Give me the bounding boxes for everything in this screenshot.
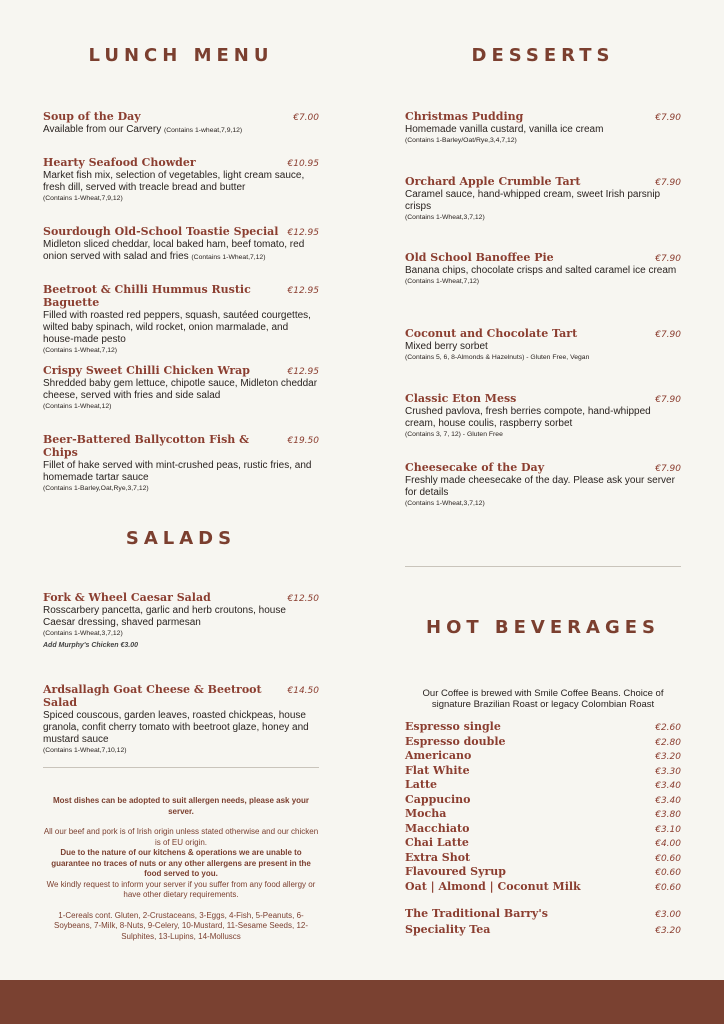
info-allergen-list: 1-Cereals cont. Gluten, 2-Crustaceans, 3-Eggs, 4-Fish, 5-Peanuts, 6-Soybeans, 7-Milk, 8-Nuts, 9-Celery, 10-Mustard, 11-Sesame Seeds, 12-Sulphites, 13-Lupins, 14-Molluscs xyxy=(53,910,309,941)
item-allergens: (Contains 1-Wheat,7,10,12) xyxy=(43,747,127,754)
menu-item xyxy=(43,225,319,263)
beverage-name: Espresso single xyxy=(405,720,501,733)
item-header xyxy=(43,364,319,377)
item-description-text: Available from our Carvery xyxy=(43,124,162,135)
item-description-text: Market fish mix, selection of vegetables, light cream sauce, fresh dill, served with treacle bread and butter xyxy=(43,170,305,193)
menu-item xyxy=(405,175,681,223)
info-adapt: Most dishes can be adopted to suit allergen needs, please ask your server. xyxy=(52,796,310,816)
item-header xyxy=(405,461,681,474)
menu-item xyxy=(405,392,681,440)
item-name: Soup of the Day xyxy=(43,110,141,123)
item-description xyxy=(43,460,319,484)
item-name: Crispy Sweet Chilli Chicken Wrap xyxy=(43,364,251,377)
beverage-item xyxy=(405,907,681,920)
beverage-price: €0.60 xyxy=(655,853,681,864)
item-header xyxy=(43,433,319,459)
desserts-title: DESSERTS xyxy=(471,45,615,66)
item-name: Hearty Seafood Chowder xyxy=(43,156,196,169)
divider-left xyxy=(43,767,319,768)
beverage-name: Flavoured Syrup xyxy=(405,865,506,878)
menu-item xyxy=(405,461,681,509)
item-name: Fork & Wheel Caesar Salad xyxy=(43,591,211,604)
item-description-text: Filled with roasted red peppers, squash, sautéed courgettes, wilted baby spinach, wild rocket, onion marmalade, and house-made pesto xyxy=(43,310,311,345)
item-description xyxy=(405,475,681,499)
item-header xyxy=(43,591,319,604)
item-price: €19.50 xyxy=(287,436,319,446)
item-allergens: (Contains 5, 6, 8-Almonds & Hazelnuts) - Gluten Free, Vegan xyxy=(405,354,590,361)
beverage-name: Macchiato xyxy=(405,821,470,835)
item-price: €12.95 xyxy=(287,286,319,296)
item-price: €7.90 xyxy=(655,113,681,123)
coffee-note: Our Coffee is brewed with Smile Coffee Beans. Choice of signature Brazilian Roast or legacy Colombian Roast xyxy=(422,688,664,710)
item-header xyxy=(405,392,681,405)
item-price: €7.90 xyxy=(655,464,681,474)
item-description-text: Crushed pavlova, fresh berries compote, hand-whipped cream, house coulis, raspberry sorbet xyxy=(405,406,651,429)
item-allergens: (Contains 1-Wheat,3,7,12) xyxy=(405,500,485,507)
beverage-price: €3.40 xyxy=(655,795,681,806)
beverage-item xyxy=(405,778,681,791)
item-price: €12.50 xyxy=(287,594,319,604)
beverage-name: The Traditional Barry's xyxy=(405,907,548,920)
item-description-text: Rosscarbery pancetta, garlic and herb croutons, house Caesar dressing, shaved parmesan xyxy=(43,605,286,628)
item-price: €7.90 xyxy=(655,254,681,264)
beverage-price: €2.80 xyxy=(655,737,681,748)
beverage-price: €3.30 xyxy=(655,766,681,777)
divider-right xyxy=(405,566,681,567)
item-description-text: Fillet of hake served with mint-crushed peas, rustic fries, and homemade tartar sauce xyxy=(43,460,312,483)
item-allergens: (Contains 1-Barley/Oat/Rye,3,4,7,12) xyxy=(405,137,517,144)
beverage-price: €3.10 xyxy=(655,824,681,835)
item-description-text: Midleton sliced cheddar, local baked ham, beef tomato, red onion served with salad and fries xyxy=(43,239,305,262)
beverage-name: Chai Latte xyxy=(405,836,469,849)
beverage-name: Oat | Almond | Coconut Milk xyxy=(405,879,581,893)
info-request: We kindly request to inform your server if you suffer from any food allergy or have other dietary requirements. xyxy=(46,879,316,899)
info-traces: Due to the nature of our kitchens & operations we are unable to guarantee no traces of nuts or any other allergens are present in the food served to you. xyxy=(51,848,311,878)
item-header xyxy=(405,327,681,340)
beverage-price: €3.40 xyxy=(655,781,681,791)
beverage-price: €2.60 xyxy=(655,723,681,733)
beverage-item xyxy=(405,720,681,733)
beverage-item xyxy=(405,807,681,820)
beverage-price: €3.20 xyxy=(655,752,681,762)
beverage-name: Espresso double xyxy=(405,734,506,748)
item-name: Cheesecake of the Day xyxy=(405,461,545,474)
item-description xyxy=(43,170,319,194)
item-description xyxy=(405,265,681,277)
item-allergens: (Contains 1-Wheat,7,9,12) xyxy=(43,195,123,202)
item-addon-note: Add Murphy's Chicken €3.00 xyxy=(43,642,139,649)
item-name: Beetroot & Chilli Hummus Rustic Baguette xyxy=(43,283,251,309)
item-description xyxy=(43,124,319,136)
item-name: Beer-Battered Ballycotton Fish & Chips xyxy=(43,433,250,459)
item-price: €12.95 xyxy=(287,367,319,377)
item-header xyxy=(43,683,319,709)
item-description xyxy=(43,239,319,263)
item-description xyxy=(405,341,681,353)
item-name: Classic Eton Mess xyxy=(405,392,517,405)
hot-beverages-title: HOT BEVERAGES xyxy=(426,617,660,638)
beverage-item xyxy=(405,764,681,777)
item-description xyxy=(405,406,681,430)
menu-item xyxy=(43,110,319,136)
beverage-price: €4.00 xyxy=(655,839,681,849)
beverage-item xyxy=(405,822,681,835)
beverage-item xyxy=(405,923,681,936)
item-allergens: (Contains 1-Wheat,7,12) xyxy=(43,347,118,354)
item-description-text: Banana chips, chocolate crisps and salted caramel ice cream xyxy=(405,265,677,276)
beverage-price: €3.00 xyxy=(655,910,681,920)
item-description-text: Spiced couscous, garden leaves, roasted chickpeas, house granola, confit cherry tomato with beetroot glaze, honey and mustard sauce xyxy=(43,710,309,745)
beverage-name: Speciality Tea xyxy=(405,922,491,936)
item-name: Old School Banoffee Pie xyxy=(405,251,554,264)
item-allergens: (Contains 1-Wheat,12) xyxy=(43,403,112,410)
item-description xyxy=(43,310,319,346)
beverage-item xyxy=(405,851,681,864)
info-origin: All our beef and pork is of Irish origin unless stated otherwise and our chicken is of EU origin. xyxy=(43,827,319,847)
beverage-name: Americano xyxy=(405,749,472,762)
item-price: €7.90 xyxy=(655,395,681,405)
item-header xyxy=(43,156,319,169)
item-allergens: (Contains 1-Wheat,3,7,12) xyxy=(43,630,123,637)
item-description xyxy=(405,124,681,136)
beverage-name: Extra Shot xyxy=(405,850,471,864)
item-price: €7.00 xyxy=(293,113,319,123)
footer-bar xyxy=(0,980,724,1024)
beverage-item xyxy=(405,749,681,762)
item-price: €12.95 xyxy=(287,228,319,238)
item-allergens: (Contains 1-Barley,Oat,Rye,3,7,12) xyxy=(43,485,149,492)
menu-item xyxy=(43,283,319,356)
item-header xyxy=(43,110,319,123)
item-description-text: Homemade vanilla custard, vanilla ice cream xyxy=(405,124,604,135)
item-description-text: Shredded baby gem lettuce, chipotle sauce, Midleton cheddar cheese, served with fries and side salad xyxy=(43,378,318,401)
item-name: Ardsallagh Goat Cheese & Beetroot Salad xyxy=(43,683,262,709)
item-name: Coconut and Chocolate Tart xyxy=(405,327,578,340)
beverage-item xyxy=(405,880,681,893)
beverage-item xyxy=(405,865,681,878)
item-description xyxy=(405,189,681,213)
beverage-name: Cappucino xyxy=(405,792,471,806)
menu-item xyxy=(405,251,681,287)
item-allergens: (Contains 1-Wheat,3,7,12) xyxy=(405,214,485,221)
item-allergens: (Contains 1-wheat,7,9,12) xyxy=(163,127,243,134)
menu-item xyxy=(43,156,319,204)
item-name: Christmas Pudding xyxy=(405,110,524,123)
beverage-name: Mocha xyxy=(405,807,447,820)
allergen-info xyxy=(43,796,319,942)
menu-item xyxy=(405,110,681,146)
item-allergens: (Contains 1-Wheat,7,12) xyxy=(191,254,266,261)
item-price: €10.95 xyxy=(287,159,319,169)
menu-item xyxy=(43,364,319,412)
item-description xyxy=(43,710,319,746)
item-price: €7.90 xyxy=(655,330,681,340)
item-description-text: Caramel sauce, hand-whipped cream, sweet Irish parsnip crisps xyxy=(405,189,661,212)
beverage-item xyxy=(405,793,681,806)
item-description xyxy=(43,378,319,402)
beverage-name: Flat White xyxy=(405,763,470,777)
item-allergens: (Contains 3, 7, 12) - Gluten Free xyxy=(405,431,503,438)
lunch-menu-title: LUNCH MENU xyxy=(88,45,274,66)
beverage-item xyxy=(405,735,681,748)
menu-item xyxy=(43,433,319,494)
item-name: Sourdough Old-School Toastie Special xyxy=(43,225,279,238)
beverage-name: Latte xyxy=(405,778,438,791)
item-description-text: Mixed berry sorbet xyxy=(405,341,488,352)
item-name: Orchard Apple Crumble Tart xyxy=(405,175,581,188)
item-price: €7.90 xyxy=(655,178,681,188)
beverage-price: €0.60 xyxy=(655,868,681,878)
item-allergens: (Contains 1-Wheat,7,12) xyxy=(405,278,480,285)
item-header xyxy=(405,251,681,264)
salads-title: SALADS xyxy=(125,528,237,549)
item-description xyxy=(43,605,319,629)
item-description-text: Freshly made cheesecake of the day. Please ask your server for details xyxy=(405,475,675,498)
menu-item xyxy=(43,683,319,756)
beverage-price: €0.60 xyxy=(655,882,681,893)
item-header xyxy=(405,110,681,123)
menu-item xyxy=(43,591,319,649)
item-price: €14.50 xyxy=(287,686,319,696)
beverage-price: €3.80 xyxy=(655,810,681,820)
beverage-price: €3.20 xyxy=(655,925,681,936)
beverage-item xyxy=(405,836,681,849)
menu-item xyxy=(405,327,681,363)
item-header xyxy=(405,175,681,188)
item-header xyxy=(43,283,319,309)
item-header xyxy=(43,225,319,238)
